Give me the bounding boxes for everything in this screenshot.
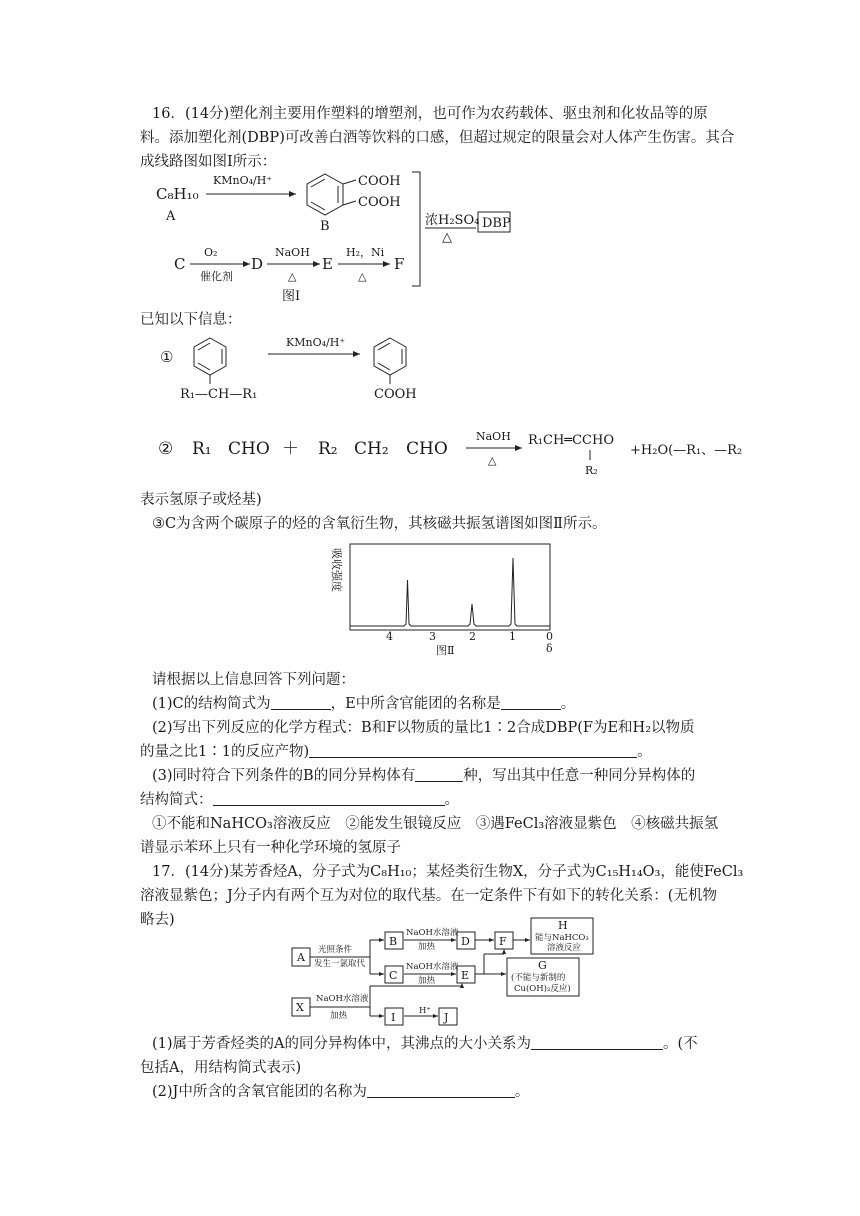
q16-part-3-line-1: (3)同时符合下列条件的B的同分异构体有 种，写出其中任意一种同分异构体的 [152, 768, 696, 784]
compound-c: C [174, 255, 186, 273]
info-1-reagent: KMnO₄/H⁺ [286, 336, 346, 349]
reagent-h2-ni: H₂，Ni [346, 246, 385, 259]
answer-blank-e[interactable] [501, 695, 561, 710]
info-2-reaction [158, 424, 778, 480]
heat-symbol-3: △ [358, 270, 367, 283]
nmr-tick-4: 4 [386, 630, 393, 643]
q16-intro-line-2: 料。添加塑化剂(DBP)可改善白酒等饮料的口感，但超过规定的限量会对人体产生伤害。其合 [140, 130, 735, 146]
q17-intro-line-1: 17．(14分)某芳香烃A，分子式为C₈H₁₀；某烃类衍生物X，分子式为C₁₅H₁₄O₃，能使FeCl₃ [152, 864, 744, 880]
node-j: J [444, 1011, 449, 1024]
answer-blank-count[interactable] [415, 767, 463, 782]
q16-part-2-line-2: 的量之比1∶1的反应产物) 。 [140, 744, 652, 760]
nmr-ylabel: 吸收强度 [330, 548, 343, 592]
info-2-plus: ＋ [282, 439, 299, 459]
answer-blank-c[interactable] [271, 695, 331, 710]
q17-part-2: (2)J中所含的含氧官能团的名称为 。 [152, 1084, 530, 1100]
compound-b-label: B [320, 219, 330, 234]
compound-e: E [322, 255, 333, 273]
q16-part-3-line-2: 结构简式： 。 [140, 792, 459, 808]
q17-part-1-line-2: 包括A，用结构简式表示) [140, 1060, 302, 1076]
q17-intro-line-2: 溶液显紫色；J分子内有两个互为对位的取代基。在一定条件下有如下的转化关系：(无机物 [140, 888, 717, 904]
hplus-condition: H⁺ [419, 1006, 431, 1016]
compound-a-label: A [166, 209, 176, 224]
info-2-product-top: R₁CH═CCHO [528, 433, 614, 448]
nmr-tick-1: 1 [509, 630, 516, 643]
nmr-spectrum [320, 540, 570, 658]
info-1-reaction [160, 332, 460, 412]
nmr-trace [350, 558, 550, 626]
naoh-condition-c: NaOH水溶液 [406, 962, 459, 972]
heat-condition-c: 加热 [418, 976, 436, 986]
question-prompt: 请根据以上信息回答下列问题： [152, 672, 355, 688]
node-e: E [461, 969, 470, 982]
nmr-tick-0: 0 [546, 630, 553, 643]
b-cooh-bottom: COOH [358, 195, 401, 210]
q16-part-1: (1)C的结构简式为 ，E中所含官能团的名称是 。 [152, 696, 576, 712]
heat-condition-b: 加热 [418, 942, 436, 952]
nmr-tick-3: 3 [429, 630, 436, 643]
info-2-number: ② [158, 439, 174, 459]
conversion-flowchart [288, 916, 598, 1028]
figure-2-label: 图Ⅱ [436, 644, 455, 657]
reagent-conc-h2so4: 浓H₂SO₄ [425, 213, 480, 228]
benzene-ring-icon [307, 174, 343, 215]
node-x: X [296, 1001, 304, 1014]
info-2-continuation: 表示氢原子或烃基) [140, 492, 262, 508]
heat-symbol-1: △ [442, 230, 452, 245]
reagent-o2: O₂ [204, 246, 218, 259]
b-cooh-top: COOH [358, 174, 401, 189]
heat-condition-x: 加热 [330, 1011, 348, 1021]
h-note-1: 能与NaHCO₃ [535, 933, 589, 943]
info-2-product-bottom: R₂ [585, 464, 598, 477]
known-info-heading: 已知以下信息： [140, 312, 242, 328]
q17-part-1-line-1: (1)属于芳香烃类的A的同分异构体中，其沸点的大小关系为 。(不 [152, 1036, 698, 1052]
info-3: ③C为含两个碳原子的烃的含氧衍生物，其核磁共振氢谱图如图Ⅱ所示。 [152, 516, 607, 532]
q16-conditions-line-2: 谱显示苯环上只有一种化学环境的氢原子 [140, 840, 401, 856]
info-2-ch2: CH₂ [354, 439, 389, 459]
figure-1-label: 图Ⅰ [282, 289, 301, 304]
info-2-naoh: NaOH [476, 430, 511, 443]
answer-blank-equation[interactable] [309, 743, 637, 758]
reagent-kmno4: KMnO₄/H⁺ [213, 174, 273, 187]
info-2-cho: CHO [228, 439, 270, 459]
node-g: G [538, 959, 547, 972]
catalyst-label: 催化剂 [200, 270, 233, 283]
g-note-2: Cu(OH)₂反应) [514, 984, 571, 994]
answer-blank-boiling[interactable] [531, 1035, 663, 1050]
node-d: D [461, 935, 470, 948]
info-1-chain: R₁—CH—R₁ [180, 387, 258, 402]
synthesis-scheme-1 [140, 168, 540, 308]
q16-part-2-line-1: (2)写出下列反应的化学方程式：B和F以物质的量比1∶2合成DBP(F为E和H₂以物质 [152, 720, 695, 736]
info-2-r1: R₁ [192, 439, 212, 459]
answer-blank-group[interactable] [367, 1083, 515, 1098]
product-dbp: DBP [482, 216, 511, 231]
light-condition-2: 发生一氯取代 [314, 959, 366, 969]
naoh-condition-b: NaOH水溶液 [406, 928, 459, 938]
g-note-1: (不能与新制的 [511, 973, 566, 983]
naoh-condition-x: NaOH水溶液 [316, 994, 369, 1004]
info-2-cho2: CHO [406, 439, 448, 459]
info-2-delta: △ [488, 454, 497, 467]
node-f: F [499, 935, 507, 948]
reagent-naoh: NaOH [275, 246, 310, 259]
info-2-tail: +H₂O(—R₁、—R₂ [630, 443, 743, 458]
q16-conditions-line-1: ①不能和NaHCO₃溶液反应 ②能发生银镜反应 ③遇FeCl₃溶液显紫色 ④核磁共振氢 [152, 816, 719, 832]
node-a: A [297, 951, 305, 964]
light-condition-1: 光照条件 [318, 945, 353, 955]
node-b: B [389, 935, 398, 948]
benzene-ring-icon [194, 338, 226, 375]
compound-a-formula: C₈H₁₀ [156, 185, 199, 203]
q16-intro-line-1: 16．(14分)塑化剂主要用作塑料的增塑剂，也可作为农药载体、驱虫剂和化妆品等的原 [152, 106, 708, 122]
q17-intro-line-3: 略去) [140, 912, 175, 928]
compound-d: D [251, 255, 264, 273]
info-2-r2: R₂ [318, 439, 338, 459]
nmr-tick-2: 2 [469, 630, 476, 643]
q16-intro-line-3: 成线路图如图Ⅰ所示： [140, 154, 277, 170]
node-c: C [389, 969, 398, 982]
info-1-cooh: COOH [374, 387, 417, 402]
node-h: H [558, 919, 568, 932]
heat-symbol-2: △ [288, 270, 297, 283]
info-1-number: ① [160, 348, 174, 366]
benzene-ring-icon [374, 338, 406, 375]
answer-blank-isomer[interactable] [213, 791, 445, 806]
h-note-2: 溶液反应 [547, 943, 582, 953]
node-i: I [391, 1011, 396, 1024]
nmr-delta-symbol: δ [546, 642, 553, 655]
compound-f: F [394, 255, 405, 273]
